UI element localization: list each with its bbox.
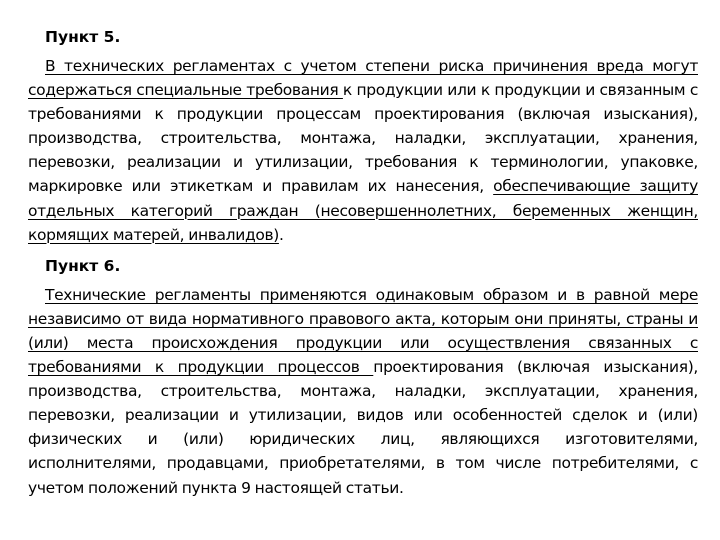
section-6-text-rest: проектирования (включая изыскания), производства, строительства, монтажа, наладки, эксплуатации, хранения, перевозки, реализации и утилизации, видов или особенностей сделок и (или) физических и (или) юридических лиц, являющихся изготовителями, исполнителями, продавцами, приобретателями, в том числе потребителями, с учетом положений пункта 9 настоящей статьи. bbox=[28, 358, 698, 497]
section-6-paragraph bbox=[28, 283, 698, 500]
section-5-paragraph bbox=[28, 54, 698, 247]
section-6-underlined-intro: Технические регламенты применяются одинаковым образом и в равной мере независимо от вида нормативного правового акта, которым они приняты, страны и (или) места происхождения продукции или осуществления связанных с требованиями к продукции процессов bbox=[28, 285, 698, 377]
section-5-text-middle: к продукции или к продукции и связанным с требованиями к продукции процессам проектирования (включая изыскания), производства, строительства, монтажа, наладки, эксплуатации, хранения, перевозки, реализации и утилизации, требования к терминологии, упаковке, маркировке или этикеткам и правилам их нанесения, bbox=[28, 81, 698, 196]
section-5-underlined-end: обеспечивающие защиту отдельных категорий граждан (несовершеннолетних, беременных женщин, кормящих матерей, инвалидов) bbox=[28, 177, 698, 244]
section-5-text-end: . bbox=[278, 225, 284, 244]
section-5-underlined-intro: В технических регламентах с учетом степени риска причинения вреда могут содержаться специальные требования bbox=[28, 57, 698, 100]
section-5-heading: Пункт 5. bbox=[45, 28, 121, 46]
section-6-heading: Пункт 6. bbox=[45, 256, 121, 275]
document-page bbox=[28, 25, 698, 500]
